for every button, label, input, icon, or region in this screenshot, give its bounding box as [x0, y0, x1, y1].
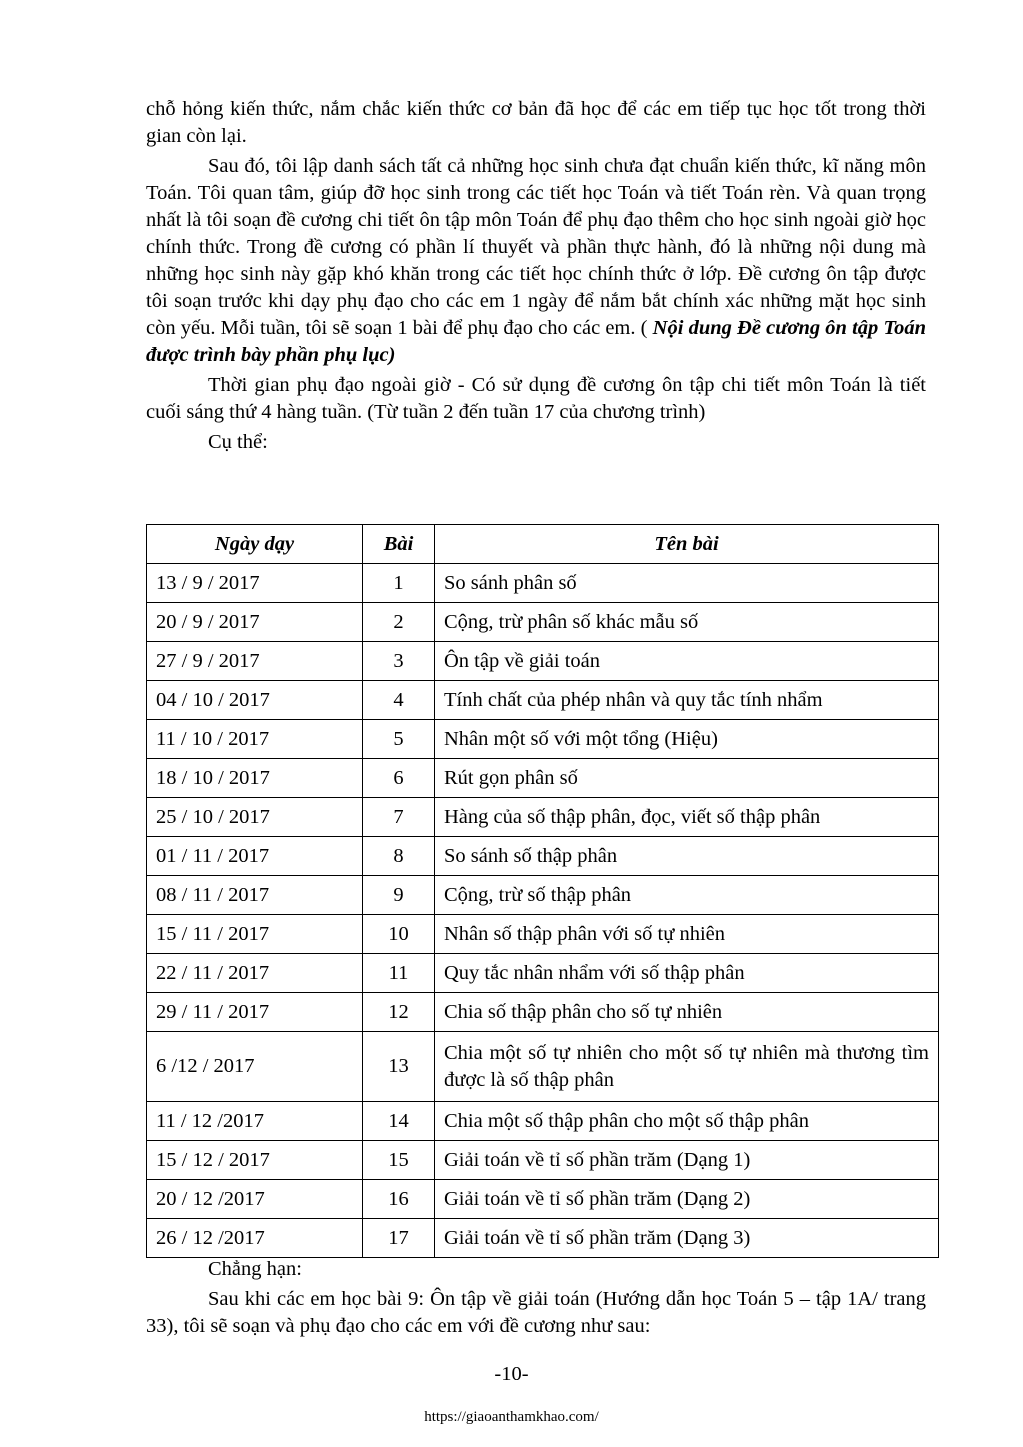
footer-url[interactable]: https://giaoanthamkhao.com/ [424, 1409, 599, 1425]
cell-lesson: 4 [363, 681, 435, 720]
cell-title: Giải toán về tỉ số phần trăm (Dạng 3) [435, 1219, 939, 1258]
cell-date: 27 / 9 / 2017 [147, 642, 363, 681]
cell-date: 04 / 10 / 2017 [147, 681, 363, 720]
cell-date: 29 / 11 / 2017 [147, 993, 363, 1032]
cell-title: Chia một số tự nhiên cho một số tự nhiên mà thương tìm được là số thập phân [435, 1032, 939, 1102]
table-row [147, 993, 939, 1032]
table-row [147, 681, 939, 720]
cell-lesson: 15 [363, 1141, 435, 1180]
table-row [147, 876, 939, 915]
cell-title: So sánh số thập phân [435, 837, 939, 876]
paragraph-2 [146, 153, 926, 369]
table-row [147, 1102, 939, 1141]
cell-lesson: 8 [363, 837, 435, 876]
cell-lesson: 16 [363, 1180, 435, 1219]
table-row [147, 642, 939, 681]
cell-title: Nhân một số với một tổng (Hiệu) [435, 720, 939, 759]
cell-date: 15 / 11 / 2017 [147, 915, 363, 954]
paragraph-2-text: Sau đó, tôi lập danh sách tất cả những học sinh chưa đạt chuẩn kiến thức, kĩ năng môn Toán. Tôi quan tâm, giúp đỡ học sinh trong các tiết học Toán và tiết Toán rèn. Và quan trọng nhất là tôi soạn đề cương chi tiết ôn tập môn Toán để phụ đạo thêm cho học sinh ngoài giờ học chính thức. Trong đề cương có phần lí thuyết và phần thực hành, đó là những nội dung mà những học sinh này gặp khó khăn trong các tiết học chính thức ở lớp. Đề cương ôn tập được tôi soạn trước khi dạy phụ đạo cho các em 1 ngày để nắm bắt chính xác những mặt học sinh còn yếu. Mỗi tuần, tôi sẽ soạn 1 bài để phụ đạo cho các em. ( [146, 155, 926, 339]
table-row [147, 1219, 939, 1258]
cell-lesson: 13 [363, 1032, 435, 1102]
table-row [147, 1141, 939, 1180]
table-row [147, 915, 939, 954]
cell-date: 15 / 12 / 2017 [147, 1141, 363, 1180]
cell-date: 11 / 12 /2017 [147, 1102, 363, 1141]
cell-lesson: 7 [363, 798, 435, 837]
cell-date: 25 / 10 / 2017 [147, 798, 363, 837]
table-row [147, 1032, 939, 1102]
cell-title: Hàng của số thập phân, đọc, viết số thập phân [435, 798, 939, 837]
body-text [146, 96, 926, 456]
cell-date: 01 / 11 / 2017 [147, 837, 363, 876]
cell-title: Ôn tập về giải toán [435, 642, 939, 681]
cell-date: 6 /12 / 2017 [147, 1032, 363, 1102]
paragraph-3: Thời gian phụ đạo ngoài giờ - Có sử dụng đề cương ôn tập chi tiết môn Toán là tiết cuối sáng thứ 4 hàng tuần. (Từ tuần 2 đến tuần 17 của chương trình) [146, 374, 926, 423]
paragraph-1: chỗ hỏng kiến thức, nắm chắc kiến thức cơ bản đã học để các em tiếp tục học tốt trong thời gian còn lại. [146, 98, 926, 147]
closing-paragraph-2: Sau khi các em học bài 9: Ôn tập về giải toán (Hướng dẫn học Toán 5 – tập 1A/ trang 33), tôi sẽ soạn và phụ đạo cho các em với đề cương như sau: [146, 1288, 926, 1337]
table-row [147, 954, 939, 993]
cell-lesson: 17 [363, 1219, 435, 1258]
closing-paragraph-1: Chẳng hạn: [208, 1258, 302, 1280]
table-row [147, 1180, 939, 1219]
cell-date: 22 / 11 / 2017 [147, 954, 363, 993]
table-row [147, 759, 939, 798]
table-header-row [147, 525, 939, 564]
cell-lesson: 6 [363, 759, 435, 798]
header-title: Tên bài [435, 525, 939, 564]
cell-lesson: 14 [363, 1102, 435, 1141]
table-row [147, 798, 939, 837]
closing-text [146, 1256, 926, 1340]
cell-date: 20 / 9 / 2017 [147, 603, 363, 642]
table-row [147, 564, 939, 603]
cell-lesson: 10 [363, 915, 435, 954]
cell-date: 11 / 10 / 2017 [147, 720, 363, 759]
cell-title: So sánh phân số [435, 564, 939, 603]
table-row [147, 720, 939, 759]
cell-lesson: 1 [363, 564, 435, 603]
cell-title: Cộng, trừ phân số khác mẫu số [435, 603, 939, 642]
cell-title: Quy tắc nhân nhẩm với số thập phân [435, 954, 939, 993]
cell-lesson: 9 [363, 876, 435, 915]
cell-title: Chia số thập phân cho số tự nhiên [435, 993, 939, 1032]
schedule-table [146, 524, 939, 1258]
header-lesson: Bài [363, 525, 435, 564]
header-date: Ngày dạy [147, 525, 363, 564]
cell-lesson: 12 [363, 993, 435, 1032]
cell-lesson: 2 [363, 603, 435, 642]
cell-title: Tính chất của phép nhân và quy tắc tính nhẩm [435, 681, 939, 720]
cell-title: Rút gọn phân số [435, 759, 939, 798]
cell-lesson: 11 [363, 954, 435, 993]
cell-title: Giải toán về tỉ số phần trăm (Dạng 1) [435, 1141, 939, 1180]
cell-title: Chia một số thập phân cho một số thập phân [435, 1102, 939, 1141]
cell-date: 13 / 9 / 2017 [147, 564, 363, 603]
table-row [147, 837, 939, 876]
cell-title: Nhân số thập phân với số tự nhiên [435, 915, 939, 954]
paragraph-2-emphasis: Nội dung Đề cương ôn tập Toán được trình bày phần phụ lục) [146, 317, 926, 366]
cell-title: Giải toán về tỉ số phần trăm (Dạng 2) [435, 1180, 939, 1219]
cell-date: 08 / 11 / 2017 [147, 876, 363, 915]
table-row [147, 603, 939, 642]
cell-lesson: 3 [363, 642, 435, 681]
cell-date: 20 / 12 /2017 [147, 1180, 363, 1219]
cell-date: 26 / 12 /2017 [147, 1219, 363, 1258]
paragraph-4: Cụ thể: [208, 431, 268, 453]
cell-date: 18 / 10 / 2017 [147, 759, 363, 798]
page-number: -10- [494, 1363, 529, 1385]
cell-lesson: 5 [363, 720, 435, 759]
cell-title: Cộng, trừ số thập phân [435, 876, 939, 915]
